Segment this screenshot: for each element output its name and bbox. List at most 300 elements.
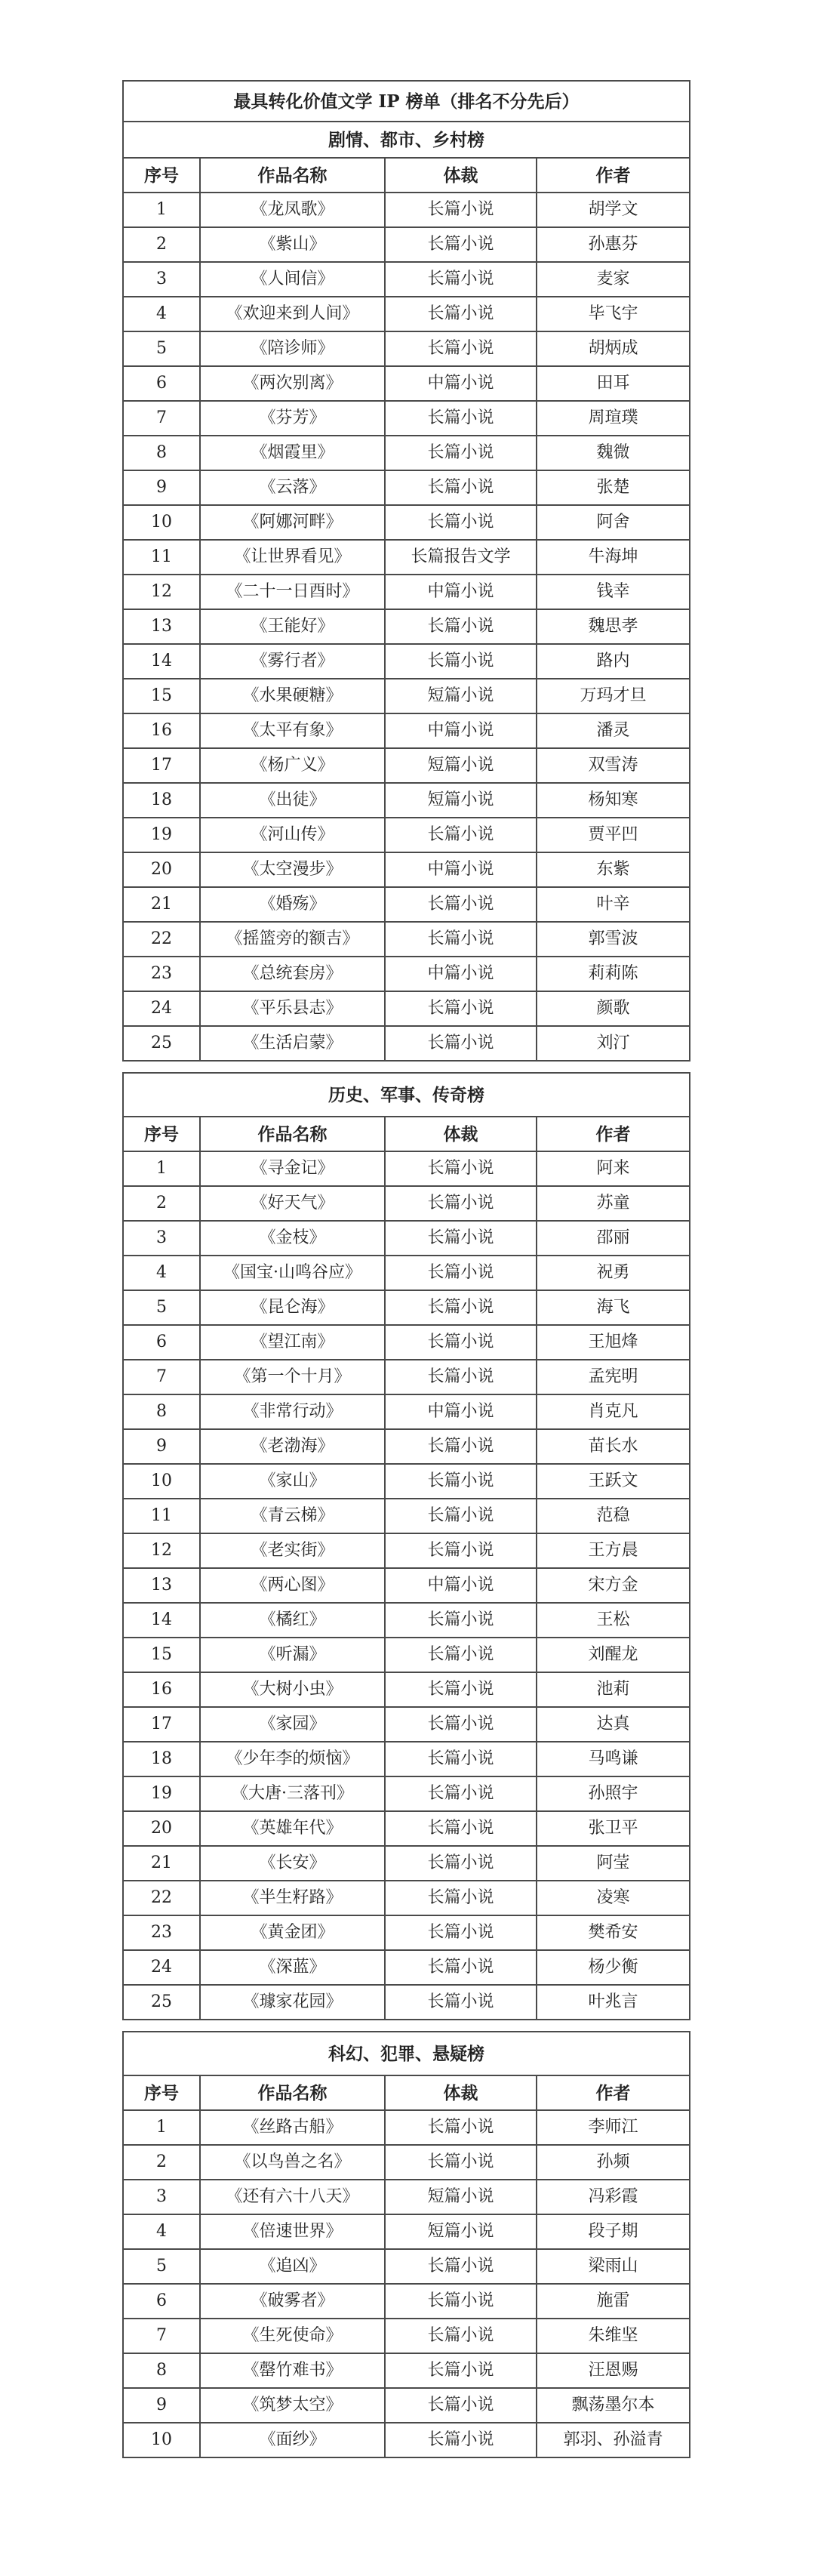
- row-number: 8: [123, 1394, 200, 1429]
- table-row: [123, 540, 690, 575]
- author: 莉莉陈: [537, 957, 690, 991]
- header-author: 作者: [537, 2075, 690, 2110]
- row-number: 8: [123, 2353, 200, 2388]
- work-title: 《老渤海》: [200, 1429, 385, 1464]
- author: 梁雨山: [537, 2249, 690, 2284]
- table-row: [123, 1186, 690, 1221]
- ranking-table-1: [122, 80, 690, 1062]
- category-title: 科幻、犯罪、悬疑榜: [123, 2032, 690, 2075]
- table-row: [123, 818, 690, 852]
- table-row: [123, 748, 690, 783]
- author: 达真: [537, 1707, 690, 1742]
- genre: 长篇小说: [385, 1742, 537, 1776]
- work-title: 《两心图》: [200, 1568, 385, 1603]
- row-number: 11: [123, 1499, 200, 1533]
- table-row: [123, 1568, 690, 1603]
- table-row: [123, 262, 690, 297]
- genre: 长篇小说: [385, 1026, 537, 1061]
- work-title: 《老实街》: [200, 1533, 385, 1568]
- author: 范稳: [537, 1499, 690, 1533]
- work-title: 《少年李的烦恼》: [200, 1742, 385, 1776]
- author: 郭雪波: [537, 922, 690, 957]
- author: 魏微: [537, 436, 690, 470]
- author: 钱幸: [537, 575, 690, 609]
- genre: 长篇小说: [385, 1811, 537, 1846]
- author: 朱维坚: [537, 2319, 690, 2353]
- table-row: [123, 401, 690, 436]
- table-row: [123, 1950, 690, 1985]
- work-title: 《雾行者》: [200, 644, 385, 679]
- work-title: 《深蓝》: [200, 1950, 385, 1985]
- author: 潘灵: [537, 713, 690, 748]
- genre: 长篇小说: [385, 2145, 537, 2180]
- author: 万玛才旦: [537, 679, 690, 713]
- genre: 长篇报告文学: [385, 540, 537, 575]
- genre: 长篇小说: [385, 1533, 537, 1568]
- author: 苗长水: [537, 1429, 690, 1464]
- work-title: 《听漏》: [200, 1638, 385, 1672]
- author: 胡炳成: [537, 331, 690, 366]
- genre: 长篇小说: [385, 1707, 537, 1742]
- genre: 长篇小说: [385, 2110, 537, 2145]
- table-row: [123, 1394, 690, 1429]
- genre: 长篇小说: [385, 2249, 537, 2284]
- genre: 长篇小说: [385, 2319, 537, 2353]
- genre: 长篇小说: [385, 1360, 537, 1394]
- genre: 长篇小说: [385, 297, 537, 331]
- work-title: 《青云梯》: [200, 1499, 385, 1533]
- row-number: 24: [123, 991, 200, 1026]
- row-number: 15: [123, 1638, 200, 1672]
- work-title: 《还有六十八天》: [200, 2180, 385, 2214]
- work-title: 《破雾者》: [200, 2284, 385, 2319]
- table-row: [123, 783, 690, 818]
- genre: 长篇小说: [385, 1325, 537, 1360]
- work-title: 《半生籽路》: [200, 1881, 385, 1915]
- work-title: 《欢迎来到人间》: [200, 297, 385, 331]
- author: 叶辛: [537, 887, 690, 922]
- genre: 长篇小说: [385, 331, 537, 366]
- category-row: [123, 1073, 690, 1117]
- table-row: [123, 2214, 690, 2249]
- ranking-table-3: [122, 2031, 690, 2458]
- row-number: 3: [123, 1221, 200, 1256]
- work-title: 《龙凤歌》: [200, 193, 385, 227]
- table-row: [123, 331, 690, 366]
- work-title: 《罄竹难书》: [200, 2353, 385, 2388]
- category-title: 历史、军事、传奇榜: [123, 1073, 690, 1117]
- table-row: [123, 366, 690, 401]
- row-number: 9: [123, 470, 200, 505]
- row-number: 20: [123, 1811, 200, 1846]
- work-title: 《好天气》: [200, 1186, 385, 1221]
- row-number: 22: [123, 1881, 200, 1915]
- work-title: 《云落》: [200, 470, 385, 505]
- author: 张楚: [537, 470, 690, 505]
- header-author: 作者: [537, 158, 690, 193]
- genre: 中篇小说: [385, 852, 537, 887]
- row-number: 25: [123, 1026, 200, 1061]
- table-row: [123, 1256, 690, 1290]
- work-title: 《烟霞里》: [200, 436, 385, 470]
- row-number: 6: [123, 1325, 200, 1360]
- table-row: [123, 679, 690, 713]
- genre: 短篇小说: [385, 2214, 537, 2249]
- table-row: [123, 2180, 690, 2214]
- genre: 长篇小说: [385, 1672, 537, 1707]
- author: 郭羽、孙溢青: [537, 2423, 690, 2457]
- row-number: 5: [123, 1290, 200, 1325]
- row-number: 9: [123, 2388, 200, 2423]
- row-number: 17: [123, 748, 200, 783]
- row-number: 13: [123, 1568, 200, 1603]
- genre: 长篇小说: [385, 1151, 537, 1186]
- work-title: 《英雄年代》: [200, 1811, 385, 1846]
- work-title: 《以鸟兽之名》: [200, 2145, 385, 2180]
- work-title: 《家山》: [200, 1464, 385, 1499]
- author: 周瑄璞: [537, 401, 690, 436]
- row-number: 23: [123, 957, 200, 991]
- author: 樊希安: [537, 1915, 690, 1950]
- author: 池莉: [537, 1672, 690, 1707]
- genre: 长篇小说: [385, 505, 537, 540]
- category-row: [123, 2032, 690, 2075]
- table-row: [123, 575, 690, 609]
- author: 阿来: [537, 1151, 690, 1186]
- row-number: 12: [123, 575, 200, 609]
- row-number: 4: [123, 297, 200, 331]
- table-row: [123, 1742, 690, 1776]
- genre: 长篇小说: [385, 436, 537, 470]
- author: 冯彩霞: [537, 2180, 690, 2214]
- work-title: 《平乐县志》: [200, 991, 385, 1026]
- row-number: 22: [123, 922, 200, 957]
- author: 杨少衡: [537, 1950, 690, 1985]
- work-title: 《河山传》: [200, 818, 385, 852]
- row-number: 1: [123, 1151, 200, 1186]
- work-title: 《水果硬糖》: [200, 679, 385, 713]
- row-number: 12: [123, 1533, 200, 1568]
- work-title: 《家园》: [200, 1707, 385, 1742]
- header-genre: 体裁: [385, 2075, 537, 2110]
- work-title: 《生死使命》: [200, 2319, 385, 2353]
- row-number: 1: [123, 193, 200, 227]
- genre: 短篇小说: [385, 2180, 537, 2214]
- work-title: 《大唐·三落刊》: [200, 1776, 385, 1811]
- row-number: 9: [123, 1429, 200, 1464]
- work-title: 《两次别离》: [200, 366, 385, 401]
- genre: 长篇小说: [385, 262, 537, 297]
- row-number: 2: [123, 1186, 200, 1221]
- author: 汪恩赐: [537, 2353, 690, 2388]
- work-title: 《长安》: [200, 1846, 385, 1881]
- work-title: 《倍速世界》: [200, 2214, 385, 2249]
- genre: 长篇小说: [385, 1221, 537, 1256]
- title-row: [123, 81, 690, 122]
- genre: 长篇小说: [385, 470, 537, 505]
- author: 麦家: [537, 262, 690, 297]
- table-row: [123, 1881, 690, 1915]
- row-number: 19: [123, 1776, 200, 1811]
- row-number: 2: [123, 2145, 200, 2180]
- author: 马鸣谦: [537, 1742, 690, 1776]
- row-number: 16: [123, 713, 200, 748]
- header-no: 序号: [123, 158, 200, 193]
- table-row: [123, 1151, 690, 1186]
- row-number: 25: [123, 1985, 200, 2020]
- author: 邵丽: [537, 1221, 690, 1256]
- genre: 长篇小说: [385, 1881, 537, 1915]
- row-number: 8: [123, 436, 200, 470]
- work-title: 《人间信》: [200, 262, 385, 297]
- table-row: [123, 887, 690, 922]
- table-row: [123, 2319, 690, 2353]
- genre: 长篇小说: [385, 1915, 537, 1950]
- author: 阿莹: [537, 1846, 690, 1881]
- row-number: 7: [123, 1360, 200, 1394]
- genre: 长篇小说: [385, 1985, 537, 2020]
- genre: 长篇小说: [385, 1186, 537, 1221]
- author: 苏童: [537, 1186, 690, 1221]
- author: 孟宪明: [537, 1360, 690, 1394]
- table-row: [123, 1221, 690, 1256]
- author: 毕飞宇: [537, 297, 690, 331]
- table-row: [123, 297, 690, 331]
- table-row: [123, 609, 690, 644]
- work-title: 《二十一日酉时》: [200, 575, 385, 609]
- category-row: [123, 122, 690, 158]
- row-number: 5: [123, 2249, 200, 2284]
- work-title: 《芬芳》: [200, 401, 385, 436]
- row-number: 11: [123, 540, 200, 575]
- table-row: [123, 227, 690, 262]
- table-row: [123, 1603, 690, 1638]
- author: 双雪涛: [537, 748, 690, 783]
- row-number: 17: [123, 1707, 200, 1742]
- author: 孙惠芬: [537, 227, 690, 262]
- work-title: 《太空漫步》: [200, 852, 385, 887]
- author: 叶兆言: [537, 1985, 690, 2020]
- header-author: 作者: [537, 1117, 690, 1151]
- header-row: [123, 2075, 690, 2110]
- row-number: 10: [123, 1464, 200, 1499]
- header-work: 作品名称: [200, 1117, 385, 1151]
- row-number: 20: [123, 852, 200, 887]
- genre: 长篇小说: [385, 193, 537, 227]
- table-row: [123, 1026, 690, 1061]
- genre: 长篇小说: [385, 2423, 537, 2457]
- header-genre: 体裁: [385, 158, 537, 193]
- genre: 长篇小说: [385, 922, 537, 957]
- row-number: 18: [123, 1742, 200, 1776]
- author: 孙照宇: [537, 1776, 690, 1811]
- table-row: [123, 1915, 690, 1950]
- work-title: 《非常行动》: [200, 1394, 385, 1429]
- row-number: 4: [123, 2214, 200, 2249]
- row-number: 21: [123, 887, 200, 922]
- work-title: 《杨广义》: [200, 748, 385, 783]
- genre: 长篇小说: [385, 1603, 537, 1638]
- row-number: 13: [123, 609, 200, 644]
- header-genre: 体裁: [385, 1117, 537, 1151]
- table-row: [123, 991, 690, 1026]
- genre: 中篇小说: [385, 957, 537, 991]
- table-row: [123, 470, 690, 505]
- row-number: 18: [123, 783, 200, 818]
- row-number: 19: [123, 818, 200, 852]
- genre: 长篇小说: [385, 227, 537, 262]
- table-row: [123, 1429, 690, 1464]
- table-row: [123, 2145, 690, 2180]
- table-row: [123, 957, 690, 991]
- table-row: [123, 1672, 690, 1707]
- author: 施雷: [537, 2284, 690, 2319]
- author: 路内: [537, 644, 690, 679]
- author: 贾平凹: [537, 818, 690, 852]
- work-title: 《黄金团》: [200, 1915, 385, 1950]
- work-title: 《昆仑海》: [200, 1290, 385, 1325]
- author: 飘荡墨尔本: [537, 2388, 690, 2423]
- work-title: 《璩家花园》: [200, 1985, 385, 2020]
- table-row: [123, 2423, 690, 2457]
- table-row: [123, 1846, 690, 1881]
- table-row: [123, 713, 690, 748]
- genre: 长篇小说: [385, 1950, 537, 1985]
- genre: 短篇小说: [385, 679, 537, 713]
- row-number: 10: [123, 2423, 200, 2457]
- row-number: 5: [123, 331, 200, 366]
- table-row: [123, 193, 690, 227]
- table-row: [123, 1707, 690, 1742]
- work-title: 《总统套房》: [200, 957, 385, 991]
- genre: 长篇小说: [385, 2388, 537, 2423]
- work-title: 《王能好》: [200, 609, 385, 644]
- author: 王方晨: [537, 1533, 690, 1568]
- table-row: [123, 2353, 690, 2388]
- work-title: 《太平有象》: [200, 713, 385, 748]
- work-title: 《面纱》: [200, 2423, 385, 2457]
- row-number: 10: [123, 505, 200, 540]
- row-number: 2: [123, 227, 200, 262]
- header-row: [123, 1117, 690, 1151]
- header-no: 序号: [123, 2075, 200, 2110]
- table-row: [123, 1464, 690, 1499]
- genre: 长篇小说: [385, 1846, 537, 1881]
- work-title: 《国宝·山鸣谷应》: [200, 1256, 385, 1290]
- author: 东紫: [537, 852, 690, 887]
- table-row: [123, 2249, 690, 2284]
- genre: 长篇小说: [385, 1638, 537, 1672]
- row-number: 4: [123, 1256, 200, 1290]
- row-number: 7: [123, 401, 200, 436]
- ranking-table-2: [122, 1072, 690, 2020]
- genre: 长篇小说: [385, 2353, 537, 2388]
- work-title: 《阿娜河畔》: [200, 505, 385, 540]
- row-number: 15: [123, 679, 200, 713]
- row-number: 14: [123, 1603, 200, 1638]
- genre: 中篇小说: [385, 1568, 537, 1603]
- table-row: [123, 1776, 690, 1811]
- category-title: 剧情、都市、乡村榜: [123, 122, 690, 158]
- author: 颜歌: [537, 991, 690, 1026]
- author: 宋方金: [537, 1568, 690, 1603]
- work-title: 《婚殇》: [200, 887, 385, 922]
- header-work: 作品名称: [200, 2075, 385, 2110]
- table-row: [123, 852, 690, 887]
- work-title: 《陪诊师》: [200, 331, 385, 366]
- table-row: [123, 922, 690, 957]
- row-number: 1: [123, 2110, 200, 2145]
- row-number: 3: [123, 262, 200, 297]
- author: 胡学文: [537, 193, 690, 227]
- table-row: [123, 2110, 690, 2145]
- work-title: 《丝路古船》: [200, 2110, 385, 2145]
- row-number: 14: [123, 644, 200, 679]
- header-work: 作品名称: [200, 158, 385, 193]
- table-row: [123, 1499, 690, 1533]
- table-row: [123, 1325, 690, 1360]
- author: 魏思孝: [537, 609, 690, 644]
- table-row: [123, 1360, 690, 1394]
- author: 王松: [537, 1603, 690, 1638]
- table-row: [123, 1811, 690, 1846]
- author: 肖克凡: [537, 1394, 690, 1429]
- table-row: [123, 2388, 690, 2423]
- genre: 长篇小说: [385, 1464, 537, 1499]
- table-row: [123, 2284, 690, 2319]
- table-row: [123, 436, 690, 470]
- row-number: 7: [123, 2319, 200, 2353]
- genre: 中篇小说: [385, 1394, 537, 1429]
- author: 张卫平: [537, 1811, 690, 1846]
- table-row: [123, 644, 690, 679]
- author: 孙频: [537, 2145, 690, 2180]
- genre: 长篇小说: [385, 401, 537, 436]
- genre: 长篇小说: [385, 1290, 537, 1325]
- work-title: 《寻金记》: [200, 1151, 385, 1186]
- row-number: 6: [123, 366, 200, 401]
- genre: 中篇小说: [385, 713, 537, 748]
- genre: 中篇小说: [385, 366, 537, 401]
- table-row: [123, 1985, 690, 2020]
- row-number: 6: [123, 2284, 200, 2319]
- genre: 长篇小说: [385, 1256, 537, 1290]
- work-title: 《出徒》: [200, 783, 385, 818]
- row-number: 3: [123, 2180, 200, 2214]
- author: 杨知寒: [537, 783, 690, 818]
- author: 田耳: [537, 366, 690, 401]
- work-title: 《橘红》: [200, 1603, 385, 1638]
- table-row: [123, 1638, 690, 1672]
- work-title: 《金枝》: [200, 1221, 385, 1256]
- author: 刘汀: [537, 1026, 690, 1061]
- genre: 长篇小说: [385, 2284, 537, 2319]
- row-number: 23: [123, 1915, 200, 1950]
- work-title: 《大树小虫》: [200, 1672, 385, 1707]
- author: 刘醒龙: [537, 1638, 690, 1672]
- table-row: [123, 1533, 690, 1568]
- work-title: 《筑梦太空》: [200, 2388, 385, 2423]
- list-title: 最具转化价值文学 IP 榜单（排名不分先后）: [123, 81, 690, 122]
- author: 牛海坤: [537, 540, 690, 575]
- work-title: 《紫山》: [200, 227, 385, 262]
- work-title: 《让世界看见》: [200, 540, 385, 575]
- genre: 长篇小说: [385, 1429, 537, 1464]
- genre: 中篇小说: [385, 575, 537, 609]
- genre: 长篇小说: [385, 609, 537, 644]
- header-row: [123, 158, 690, 193]
- genre: 长篇小说: [385, 991, 537, 1026]
